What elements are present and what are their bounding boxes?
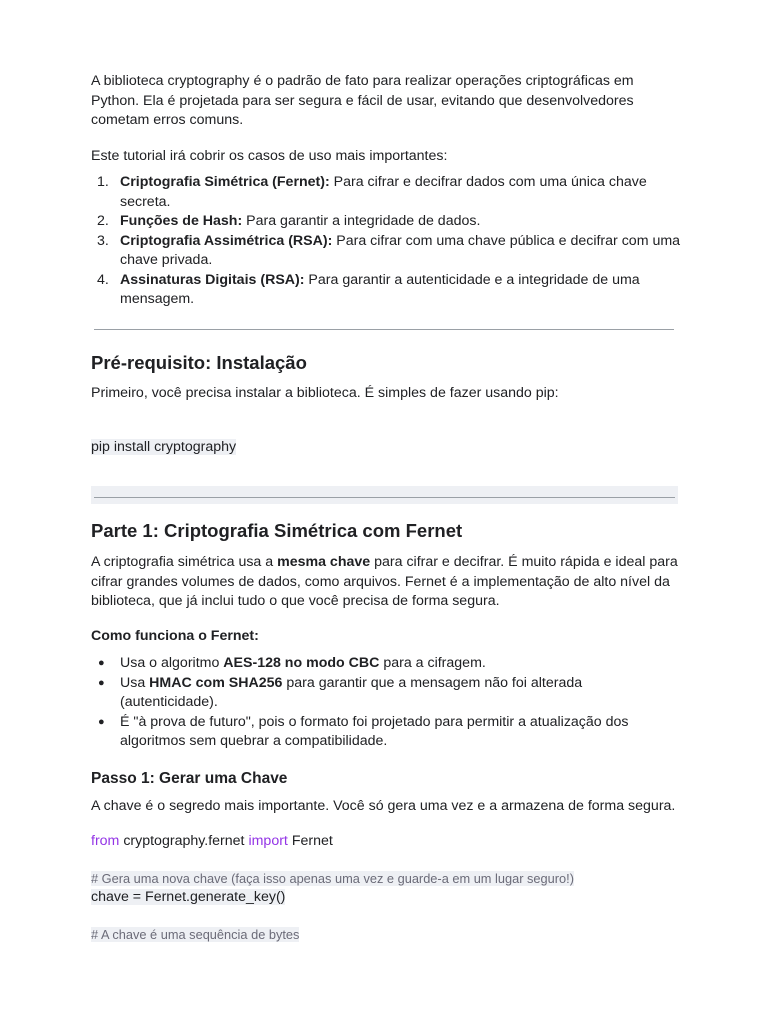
list-item (91, 271, 681, 310)
list-number: 1. (97, 174, 109, 190)
part1-paragraph (91, 553, 681, 612)
section-divider (94, 329, 674, 330)
list-item-text: Para cifrar com uma chave pública e decifrar com uma chave privada. (120, 232, 681, 268)
emphasis-text: HMAC com SHA256 (149, 674, 283, 691)
bullet-icon: ● (98, 676, 105, 689)
code-comment-block (91, 926, 681, 944)
text-run: para garantir que a mensagem não foi alterada (autenticidade). (120, 674, 583, 710)
list-item-text: Para cifrar e decifrar dados com uma única chave secreta. (120, 174, 647, 210)
code-block-end (91, 486, 678, 504)
code-comment-block (91, 870, 681, 888)
bullet-icon: ● (98, 715, 105, 728)
list-number: 4. (97, 271, 109, 288)
code-module: cryptography.fernet (119, 833, 249, 849)
list-item-title: Criptografia Simétrica (Fernet): (120, 174, 330, 190)
list-item (91, 232, 681, 271)
list-item-text: Para garantir a integridade de dados. (242, 213, 481, 229)
code-identifier: Fernet (287, 833, 333, 849)
text-run: Usa o algoritmo (120, 655, 224, 671)
list-number: 3. (97, 232, 109, 249)
step1-heading: Passo 1: Gerar uma Chave (91, 770, 288, 787)
code-statement: chave = Fernet.generate_key() (91, 889, 286, 905)
fernet-bullets (91, 654, 681, 752)
bold-label: Como funciona o Fernet: (91, 628, 259, 644)
install-code-block (91, 438, 681, 458)
list-item (91, 674, 681, 713)
bullet-icon: ● (98, 657, 105, 669)
emphasis-text: mesma chave (277, 554, 371, 570)
intro-paragraph: A biblioteca cryptography é o padrão de fato para realizar operações criptográficas em Python. Ela é projetada para ser segura e fácil de usar, evitando que desenvolvedores cometam erros comuns. (91, 73, 634, 128)
section-divider (94, 497, 675, 498)
code-line (91, 888, 681, 908)
list-item-title: Funções de Hash: (120, 213, 243, 229)
text-run: A criptografia simétrica usa a (91, 554, 278, 570)
prereq-text: Primeiro, você precisa instalar a biblioteca. É simples de fazer usando pip: (91, 385, 559, 401)
text-run: para cifrar e decifrar. É muito rápida e ideal para cifrar grandes volumes de dados, como arquivos. Fernet é a implementação de alto nível da biblioteca, que já inclui tudo o que você precisa de forma segura. (91, 554, 678, 609)
step1-text: A chave é o segredo mais importante. Você só gera uma vez e a armazena de forma segura. (91, 798, 676, 814)
use-case-list (91, 173, 681, 310)
list-item (91, 713, 681, 752)
list-item (91, 212, 681, 232)
how-it-works-title (91, 627, 681, 647)
text-run: É "à prova de futuro", pois o formato foi projetado para permitir a atualização dos algoritmos sem quebrar a compatibilidade. (120, 713, 629, 749)
install-command: pip install cryptography (91, 439, 237, 455)
list-item-title: Criptografia Assimétrica (RSA): (120, 232, 333, 249)
import-code-line (91, 832, 681, 852)
intro-lead: Este tutorial irá cobrir os casos de uso mais importantes: (91, 148, 448, 164)
part1-heading: Parte 1: Criptografia Simétrica com Fernet (91, 520, 463, 541)
list-item-title: Assinaturas Digitais (RSA): (120, 271, 305, 288)
code-keyword: import (248, 833, 288, 849)
text-run: para a cifragem. (379, 655, 486, 671)
emphasis-text: AES-128 no modo CBC (223, 655, 380, 671)
list-item (91, 654, 681, 674)
list-number: 2. (97, 213, 109, 229)
list-item-text: Para garantir a autenticidade e a integridade de uma mensagem. (120, 271, 640, 307)
code-comment: # A chave é uma sequência de bytes (91, 927, 300, 942)
code-comment: # Gera uma nova chave (faça isso apenas uma vez e guarde-a em um lugar seguro!) (91, 871, 574, 886)
text-run: Usa (120, 674, 150, 691)
prereq-heading: Pré-requisito: Instalação (91, 352, 307, 373)
code-keyword: from (91, 833, 120, 849)
list-item (91, 173, 681, 212)
